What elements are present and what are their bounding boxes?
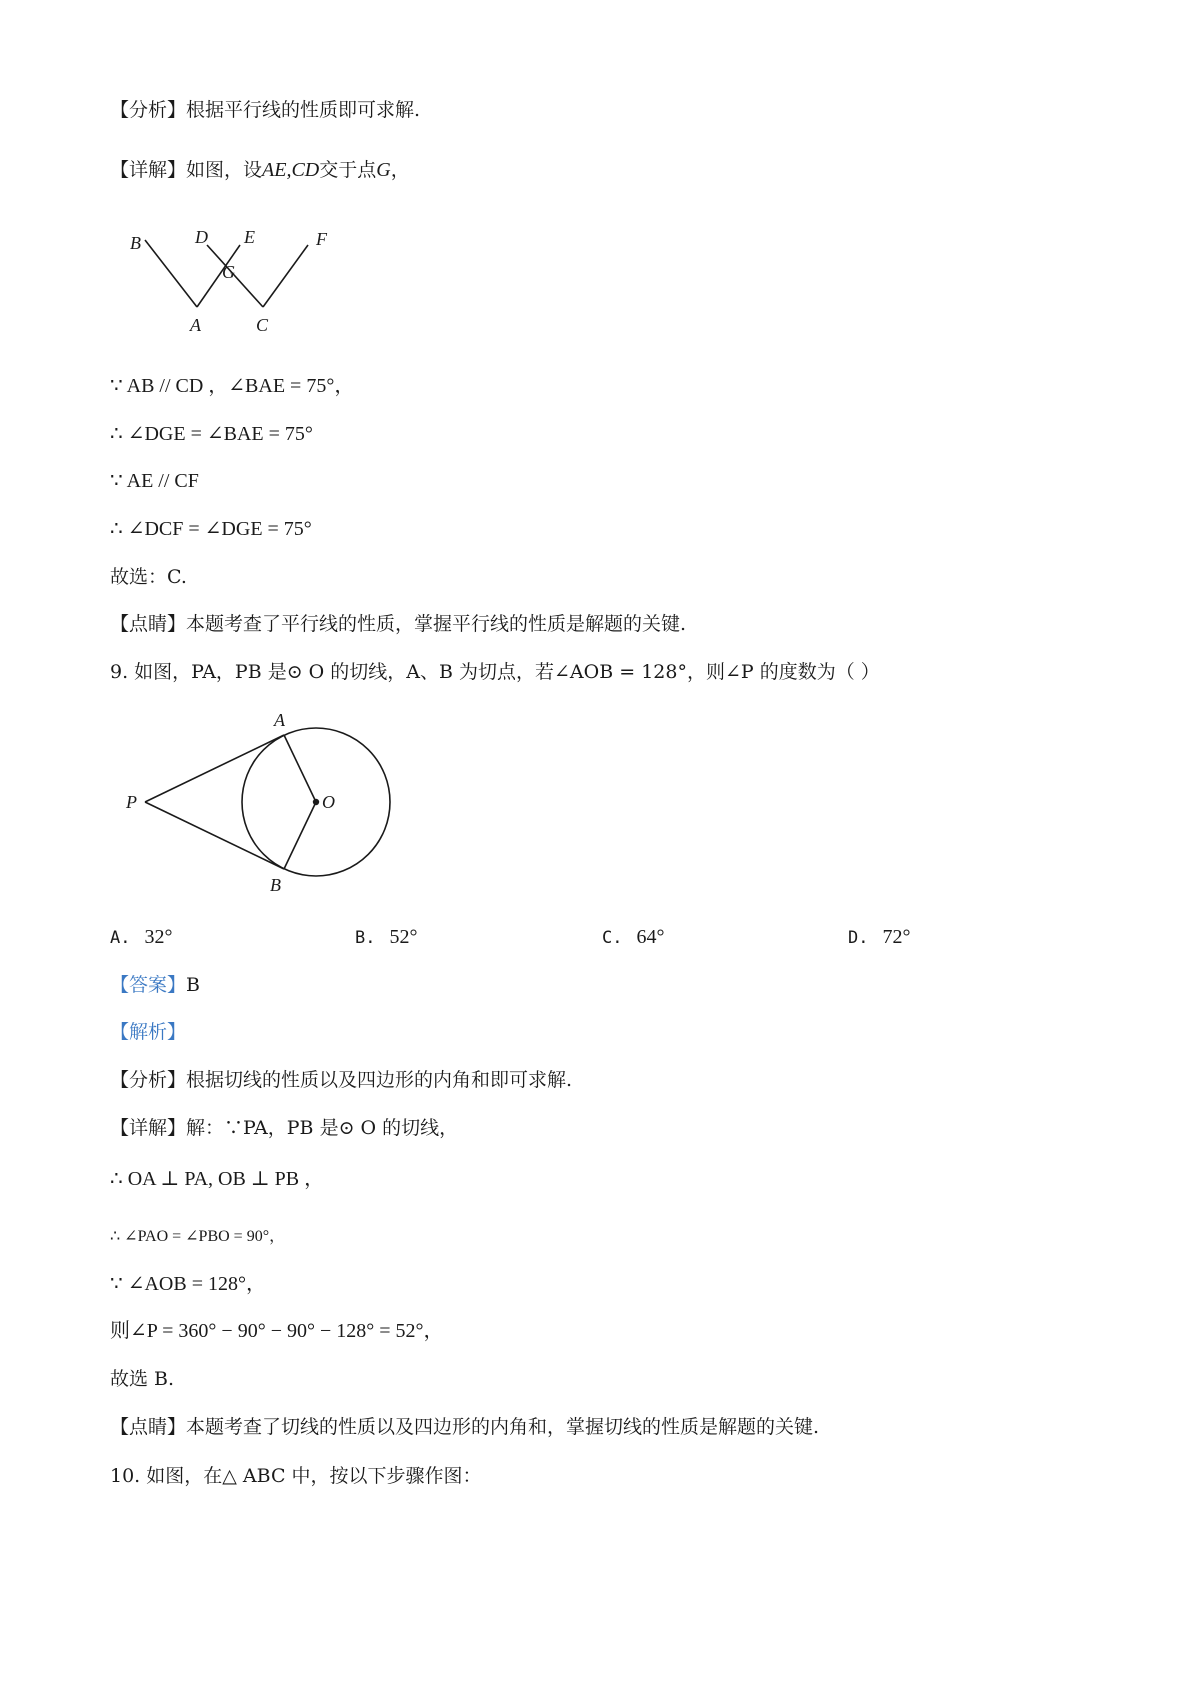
detail-math: AE,CD [262, 159, 320, 181]
label-a: A [190, 315, 201, 335]
option-value: 32° [144, 926, 173, 948]
option-value: 64° [636, 926, 665, 948]
tangent-circle-figure [120, 710, 400, 900]
q9-stem: 9. 如图，PA，PB 是⊙ O 的切线，A、B 为切点，若∠AOB = 128°，则∠P 的度数为（ ） [110, 661, 880, 683]
detail-text-3: ， [390, 159, 410, 181]
comment-tag: 【点睛】 [110, 613, 187, 635]
label-o: O [322, 792, 335, 812]
radius-ob [284, 802, 316, 869]
option-letter: D. [848, 928, 869, 948]
q8-step-1: ∵ AB // CD ，∠BAE = 75°， [110, 375, 355, 397]
q8-choice: 故选：C. [110, 566, 187, 588]
analysis-text: 根据平行线的性质即可求解. [186, 99, 421, 121]
label-f: F [316, 229, 327, 249]
detail-tag: 【详解】 [110, 159, 187, 181]
q8-comment-line [110, 612, 686, 636]
comment-text: 本题考查了切线的性质以及四边形的内角和，掌握切线的性质是解题的关键. [186, 1416, 820, 1438]
tangent-pa [145, 735, 284, 802]
parallel-lines-figure [110, 225, 370, 340]
q8-step-2: ∴ ∠DGE = ∠BAE = 75° [110, 423, 313, 445]
label-e: E [244, 227, 255, 247]
option-value: 52° [389, 926, 418, 948]
label-d: D [195, 227, 208, 247]
answer-tag: 【答案】 [110, 974, 187, 996]
option-letter: A. [110, 928, 131, 948]
option-d[interactable] [848, 925, 910, 950]
q9-step-3: ∵ ∠AOB = 128°， [110, 1273, 266, 1295]
option-a[interactable] [110, 925, 172, 950]
label-g: G [222, 262, 235, 282]
label-a: A [274, 710, 285, 730]
q9-answer-line [110, 973, 200, 997]
option-value: 72° [882, 926, 911, 948]
segment-dc [207, 245, 263, 307]
detail-text-1: 如图，设 [186, 159, 263, 181]
option-letter: C. [602, 928, 623, 948]
detail-tag: 【详解】 [110, 1117, 187, 1139]
q9-choice: 故选 B. [110, 1368, 175, 1390]
comment-tag: 【点睛】 [110, 1416, 187, 1438]
center-point-o [313, 799, 319, 805]
q9-comment-line [110, 1415, 819, 1439]
tangent-pb [145, 802, 284, 869]
label-c: C [256, 315, 269, 335]
q9-step-2: ∴ ∠PAO = ∠PBO = 90°， [110, 1228, 286, 1245]
q9-step-4: 则∠P = 360° − 90° − 90° − 128° = 52°， [110, 1320, 444, 1342]
radius-oa [284, 735, 316, 802]
label-b: B [270, 875, 281, 895]
q8-analysis-line [110, 98, 420, 122]
segment-cf [263, 245, 308, 307]
label-p: P [126, 792, 137, 812]
option-letter: B. [355, 928, 376, 948]
option-b[interactable] [355, 925, 417, 950]
analysis-tag: 【分析】 [110, 1069, 187, 1091]
analysis-tag: 【分析】 [110, 99, 187, 121]
comment-text: 本题考查了平行线的性质，掌握平行线的性质是解题的关键. [186, 613, 687, 635]
option-c[interactable] [602, 925, 664, 950]
analysis-text: 根据切线的性质以及四边形的内角和即可求解. [186, 1069, 573, 1091]
q9-step-1: ∴ OA ⊥ PA, OB ⊥ PB ， [110, 1168, 325, 1190]
q9-analysis-line [110, 1068, 572, 1092]
q8-detail-line [110, 158, 410, 182]
detail-point: G [376, 159, 391, 181]
q8-step-3: ∵ AE // CF [110, 470, 199, 492]
q10-stem: 10. 如图，在△ ABC 中，按以下步骤作图： [110, 1465, 482, 1487]
q9-explain-tag: 【解析】 [110, 1021, 187, 1043]
q9-detail-line [110, 1116, 458, 1140]
detail-text: 解：∵PA，PB 是⊙ O 的切线， [186, 1117, 459, 1139]
detail-text-2: 交于点 [319, 159, 377, 181]
segment-ba [145, 240, 197, 307]
q8-step-4: ∴ ∠DCF = ∠DGE = 75° [110, 518, 312, 540]
label-b: B [130, 233, 141, 253]
answer-value: B [186, 974, 200, 996]
